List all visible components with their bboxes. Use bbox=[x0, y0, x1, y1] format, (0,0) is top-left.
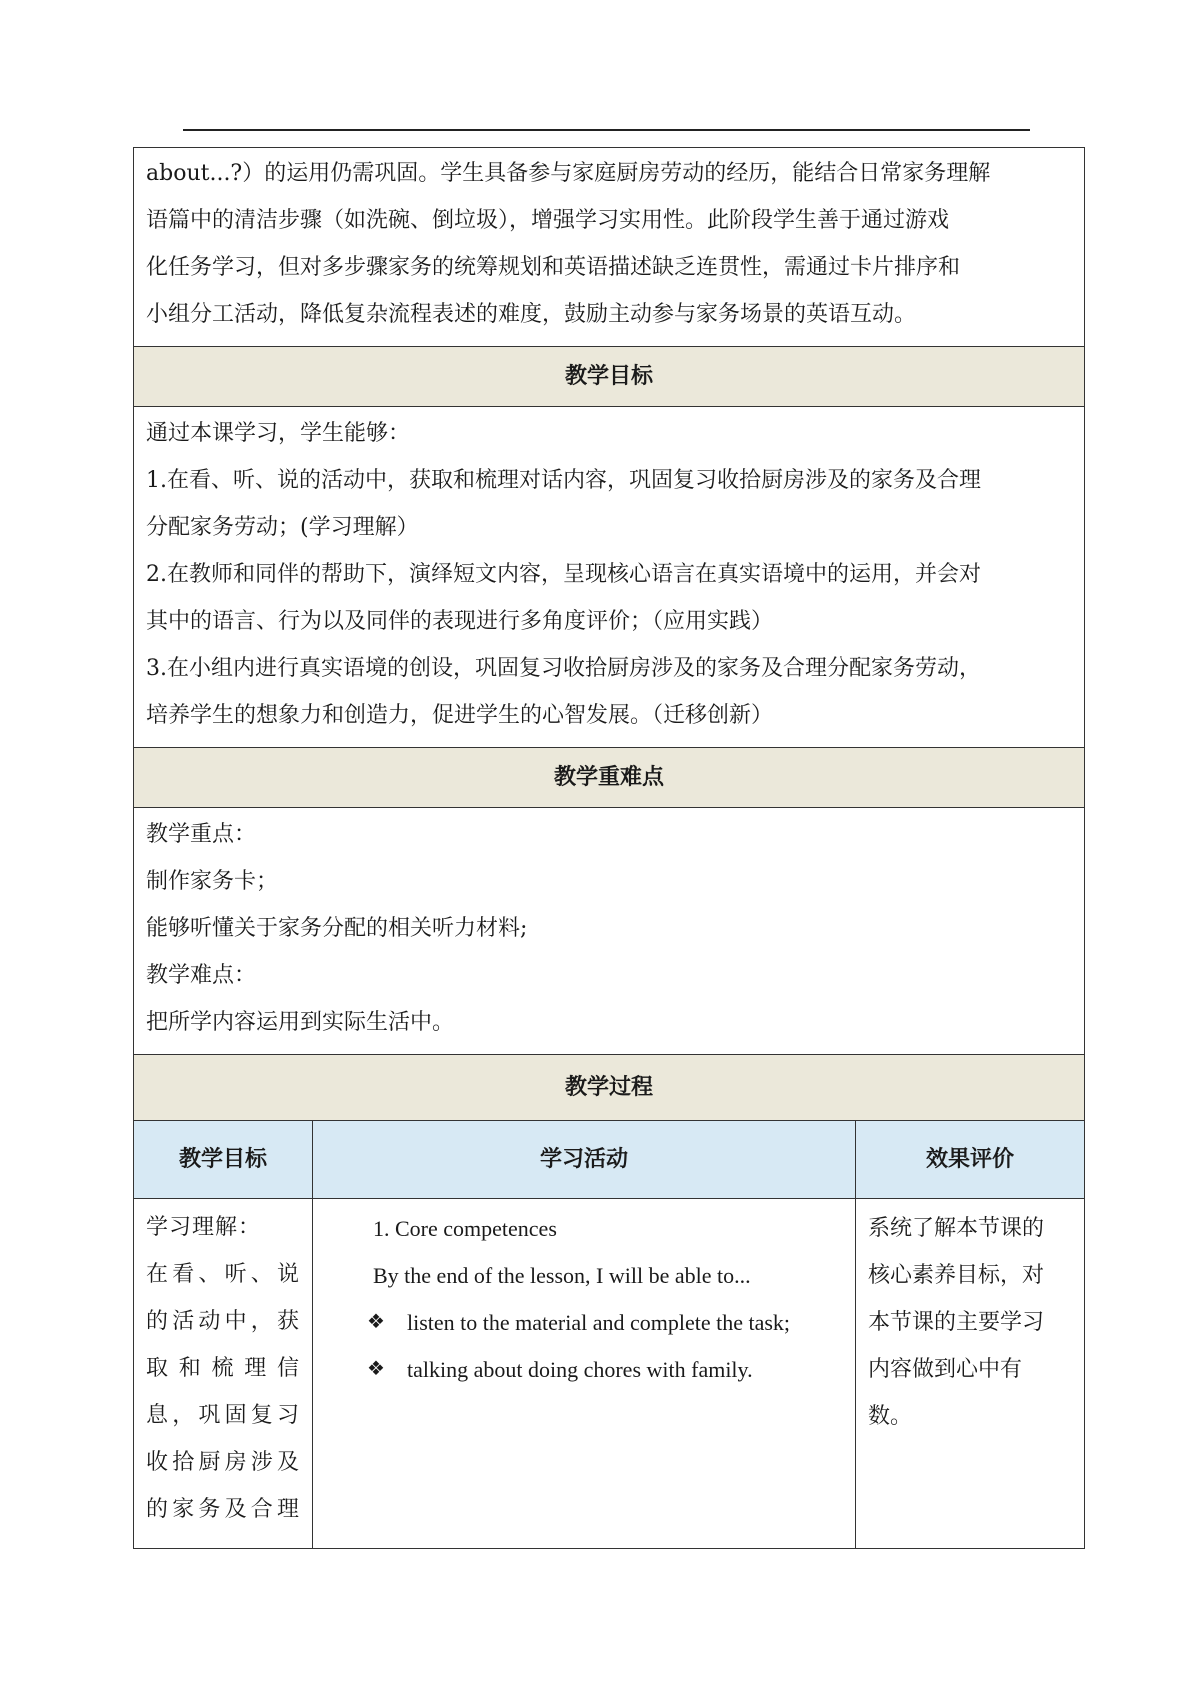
key-points-line: 把所学内容运用到实际生活中。 bbox=[146, 1010, 455, 1035]
activity-title: 1. Core competences bbox=[373, 1216, 557, 1241]
key-points-line: 教学重点： bbox=[146, 822, 257, 847]
key-points-line: 制作家务卡； bbox=[146, 869, 279, 894]
objective-line: 的活动中，获 bbox=[146, 1309, 300, 1334]
column-header-objective: 教学目标 bbox=[134, 1121, 313, 1199]
goals-line: 培养学生的想象力和创造力，促进学生的心智发展。（迁移创新） bbox=[146, 703, 774, 728]
evaluation-cell bbox=[856, 1199, 1085, 1549]
process-heading: 教学过程 bbox=[134, 1055, 1085, 1121]
objective-line: 学习理解： bbox=[146, 1215, 262, 1240]
goals-line: 分配家务劳动；(学习理解） bbox=[146, 515, 419, 540]
objective-line: 的家务及合理 bbox=[146, 1497, 300, 1522]
key-points-cell bbox=[134, 808, 1085, 1055]
key-points-heading: 教学重难点 bbox=[134, 748, 1085, 808]
goals-row bbox=[134, 407, 1085, 748]
evaluation-line: 本节课的主要学习 bbox=[868, 1310, 1045, 1335]
activity-bullet-text: listen to the material and complete the task; bbox=[407, 1310, 791, 1335]
diamond-bullet-icon: ❖ bbox=[367, 1311, 385, 1333]
goals-line: 2.在教师和同伴的帮助下，演绎短文内容，呈现核心语言在真实语境中的运用，并会对 bbox=[146, 562, 981, 587]
activity-bullet-item bbox=[367, 1346, 843, 1393]
key-points-line: 教学难点： bbox=[146, 963, 257, 988]
column-header-activity: 学习活动 bbox=[313, 1121, 856, 1199]
evaluation-line: 核心素养目标，对 bbox=[868, 1263, 1045, 1288]
activity-bullet-text: talking about doing chores with family. bbox=[407, 1357, 753, 1382]
process-row bbox=[134, 1199, 1085, 1549]
goals-line: 通过本课学习，学生能够： bbox=[146, 421, 411, 446]
goals-cell bbox=[134, 407, 1085, 748]
column-header-evaluation: 效果评价 bbox=[856, 1121, 1085, 1199]
evaluation-line: 数。 bbox=[868, 1404, 913, 1429]
lesson-plan-table bbox=[133, 147, 1085, 1549]
goals-heading: 教学目标 bbox=[134, 347, 1085, 407]
objective-line: 在看、听、说 bbox=[146, 1262, 300, 1287]
process-column-header-row bbox=[134, 1121, 1085, 1199]
evaluation-line: 系统了解本节课的 bbox=[868, 1216, 1045, 1241]
intro-cell bbox=[134, 148, 1085, 347]
goals-line: 3.在小组内进行真实语境的创设，巩固复习收拾厨房涉及的家务及合理分配家务劳动， bbox=[146, 656, 981, 681]
key-points-line: 能够听懂关于家务分配的相关听力材料; bbox=[146, 916, 528, 941]
objective-line: 取和梳理信 bbox=[146, 1356, 300, 1381]
key-points-row bbox=[134, 808, 1085, 1055]
process-header-row bbox=[134, 1055, 1085, 1121]
key-points-header-row bbox=[134, 748, 1085, 808]
activity-cell bbox=[313, 1199, 856, 1549]
diamond-bullet-icon: ❖ bbox=[367, 1358, 385, 1380]
intro-line: 小组分工活动，降低复杂流程表述的难度，鼓励主动参与家务场景的英语互动。 bbox=[146, 302, 917, 327]
goals-header-row bbox=[134, 347, 1085, 407]
evaluation-line: 内容做到心中有 bbox=[868, 1357, 1023, 1382]
goals-line: 1.在看、听、说的活动中，获取和梳理对话内容，巩固复习收拾厨房涉及的家务及合理 bbox=[146, 468, 981, 493]
objective-cell bbox=[134, 1199, 313, 1549]
header-rule bbox=[183, 129, 1030, 131]
intro-line: 语篇中的清洁步骤（如洗碗、倒垃圾），增强学习实用性。此阶段学生善于通过游戏 bbox=[146, 208, 950, 233]
activity-bullet-item bbox=[367, 1299, 843, 1346]
intro-line: about...?）的运用仍需巩固。学生具备参与家庭厨房劳动的经历，能结合日常家务理解 bbox=[146, 161, 991, 186]
objective-line: 收拾厨房涉及 bbox=[146, 1450, 300, 1475]
intro-row bbox=[134, 148, 1085, 347]
activity-lead: By the end of the lesson, I will be able to... bbox=[373, 1263, 751, 1288]
intro-line: 化任务学习，但对多步骤家务的统筹规划和英语描述缺乏连贯性，需通过卡片排序和 bbox=[146, 255, 961, 280]
objective-line: 息，巩固复习 bbox=[146, 1403, 300, 1428]
goals-line: 其中的语言、行为以及同伴的表现进行多角度评价；（应用实践） bbox=[146, 609, 774, 634]
